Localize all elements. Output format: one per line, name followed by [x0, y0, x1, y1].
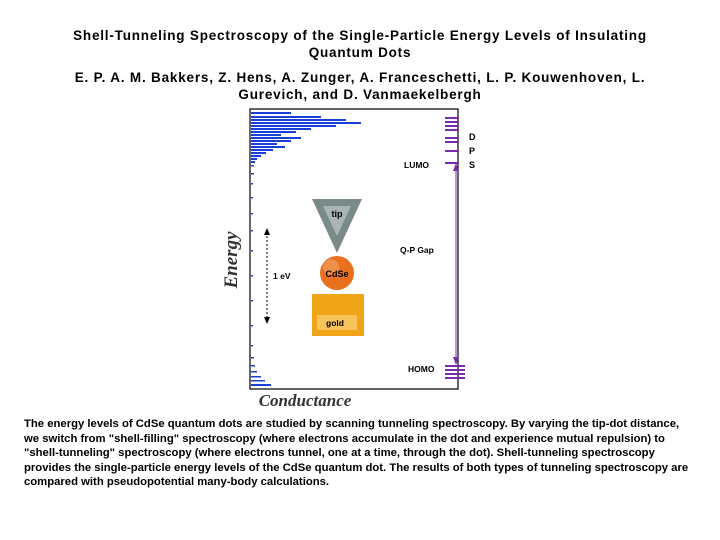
level-label-p: P [469, 146, 476, 156]
energy-level-figure [215, 105, 495, 415]
dot-label: CdSe [325, 269, 349, 279]
gap-label: Q-P Gap [400, 245, 434, 255]
scale-label: 1 eV [273, 271, 291, 281]
energy-levels [445, 118, 465, 378]
energy-scale-bar [264, 228, 270, 324]
level-label-s: S [469, 160, 476, 170]
x-axis-label: Conductance [258, 391, 352, 410]
level-label-d: D [469, 132, 476, 142]
figure-caption: The energy levels of CdSe quantum dots are studied by scanning tunneling spectroscopy. By varying the tip-dot distance, we switch from "shell-filling" spectroscopy (where electrons accumulate in the dot and experience mutual repulsion) to "shell-tunneling" spectroscopy (where electrons tunnel, one at a time, through the dot). Shell-tunneling spectroscopy provides the single-particle energy levels of the CdSe quantum dot. The results of both types of tunneling spectroscopy are compared with pseudopotential many-body calculations. [24, 418, 689, 488]
lumo-label: LUMO [404, 160, 430, 170]
y-axis-label: Energy [221, 231, 242, 289]
homo-label: HOMO [408, 364, 435, 374]
tip-label: tip [331, 209, 343, 219]
paper-title: Shell-Tunneling Spectroscopy of the Single-Particle Energy Levels of Insulating Quantum Dots [73, 28, 647, 60]
substrate-label: gold [326, 318, 344, 328]
author-list: E. P. A. M. Bakkers, Z. Hens, A. Zunger, A. Franceschetti, L. P. Kouwenhoven, L. Gurevich, and D. Vanmaekelbergh [74, 70, 646, 102]
